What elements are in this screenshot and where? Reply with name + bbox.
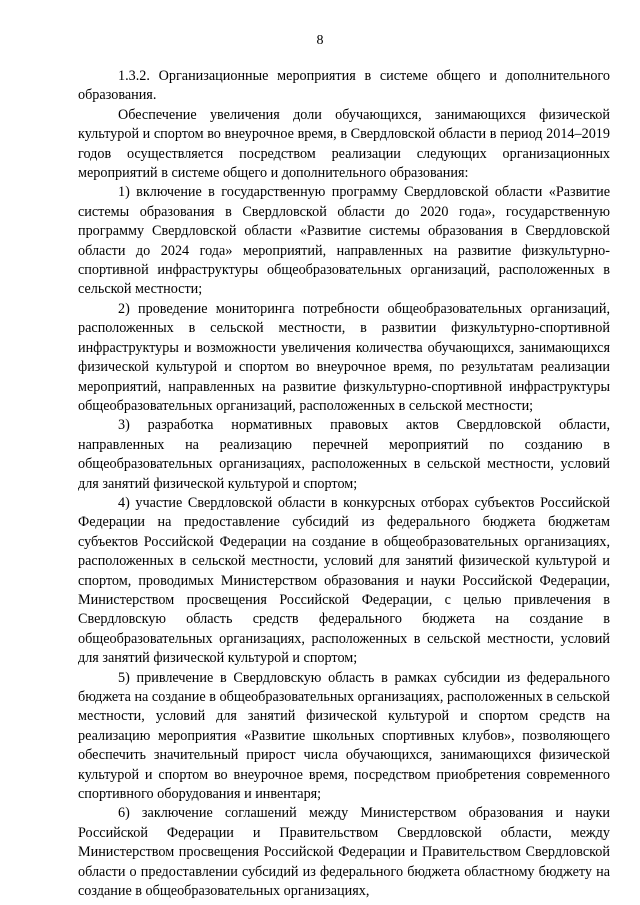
list-item-3: 3) разработка нормативных правовых актов Свердловской области, направленных на реализацию перечней мероприятий по созданию в общеобразовательных организациях, расположенных в сельской местности, условий для занятий физической культурой и спортом; [78, 417, 610, 492]
page-number: 8 [316, 33, 324, 48]
list-item-2: 2) проведение мониторинга потребности общеобразовательных организаций, расположенных в сельской местности, в развитии физкультурно-спортивной инфраструктуры и возможности увеличения количества обучающихся, занимающихся физической культурой и спортом во внеурочное время, по результатам реализации мероприятий, направленных на развитие физкультурно-спортивной инфраструктуры общеобразовательных организаций, расположенных в сельской местности; [78, 300, 610, 414]
list-item-6: 6) заключение соглашений между Министерством образования и науки Российской Федерации и Правительством Свердловской области, между Министерством просвещения Российской Федерации и Правительством Свердловской области о предоставлении субсидий из федерального бюджета областному бюджету на создание в общеобразовательных организациях, [78, 805, 610, 900]
document-body [78, 67, 610, 901]
section-heading-paragraph: 1.3.2. Организационные мероприятия в системе общего и дополнительного образования. [78, 68, 610, 104]
list-item-4: 4) участие Свердловской области в конкурсных отборах субъектов Российской Федерации на предоставление субсидий из федерального бюджета бюджетам субъектов Российской Федерации на создание в общеобразовательных организациях, расположенных в сельской местности, условий для занятий физической культурой и спортом, проводимых Министерством образования и науки Российской Федерации, Министерством просвещения Российской Федерации, с целью привлечения в Свердловскую область средств федерального бюджета на создание в общеобразовательных организациях, расположенных в сельской местности, условий для занятий физической культурой и спортом; [78, 494, 610, 667]
intro-paragraph: Обеспечение увеличения доли обучающихся, занимающихся физической культурой и спортом во внеурочное время, в Свердловской области в период 2014–2019 годов осуществляется посредством реализации следующих организационных мероприятий в системе общего и дополнительного образования: [78, 106, 610, 182]
list-item-5: 5) привлечение в Свердловскую область в рамках субсидии из федерального бюджета на создание в общеобразовательных организациях, расположенных в сельской местности, условий для занятий физической культурой и спортом средств на реализацию мероприятия «Развитие школьных спортивных клубов», позволяющего обеспечить значительный прирост числа обучающихся, занимающихся физической культурой и спортом во внеурочное время, посредством приобретения современного спортивного оборудования и инвентаря; [78, 669, 610, 803]
list-item-1: 1) включение в государственную программу Свердловской области «Развитие системы образования в Свердловской области до 2020 года», государственную программу Свердловской области «Развитие системы образования в Свердловской области до 2024 года» мероприятий, направленных на развитие физкультурно-спортивной инфраструктуры общеобразовательных организаций, расположенных в сельской местности; [78, 184, 610, 298]
